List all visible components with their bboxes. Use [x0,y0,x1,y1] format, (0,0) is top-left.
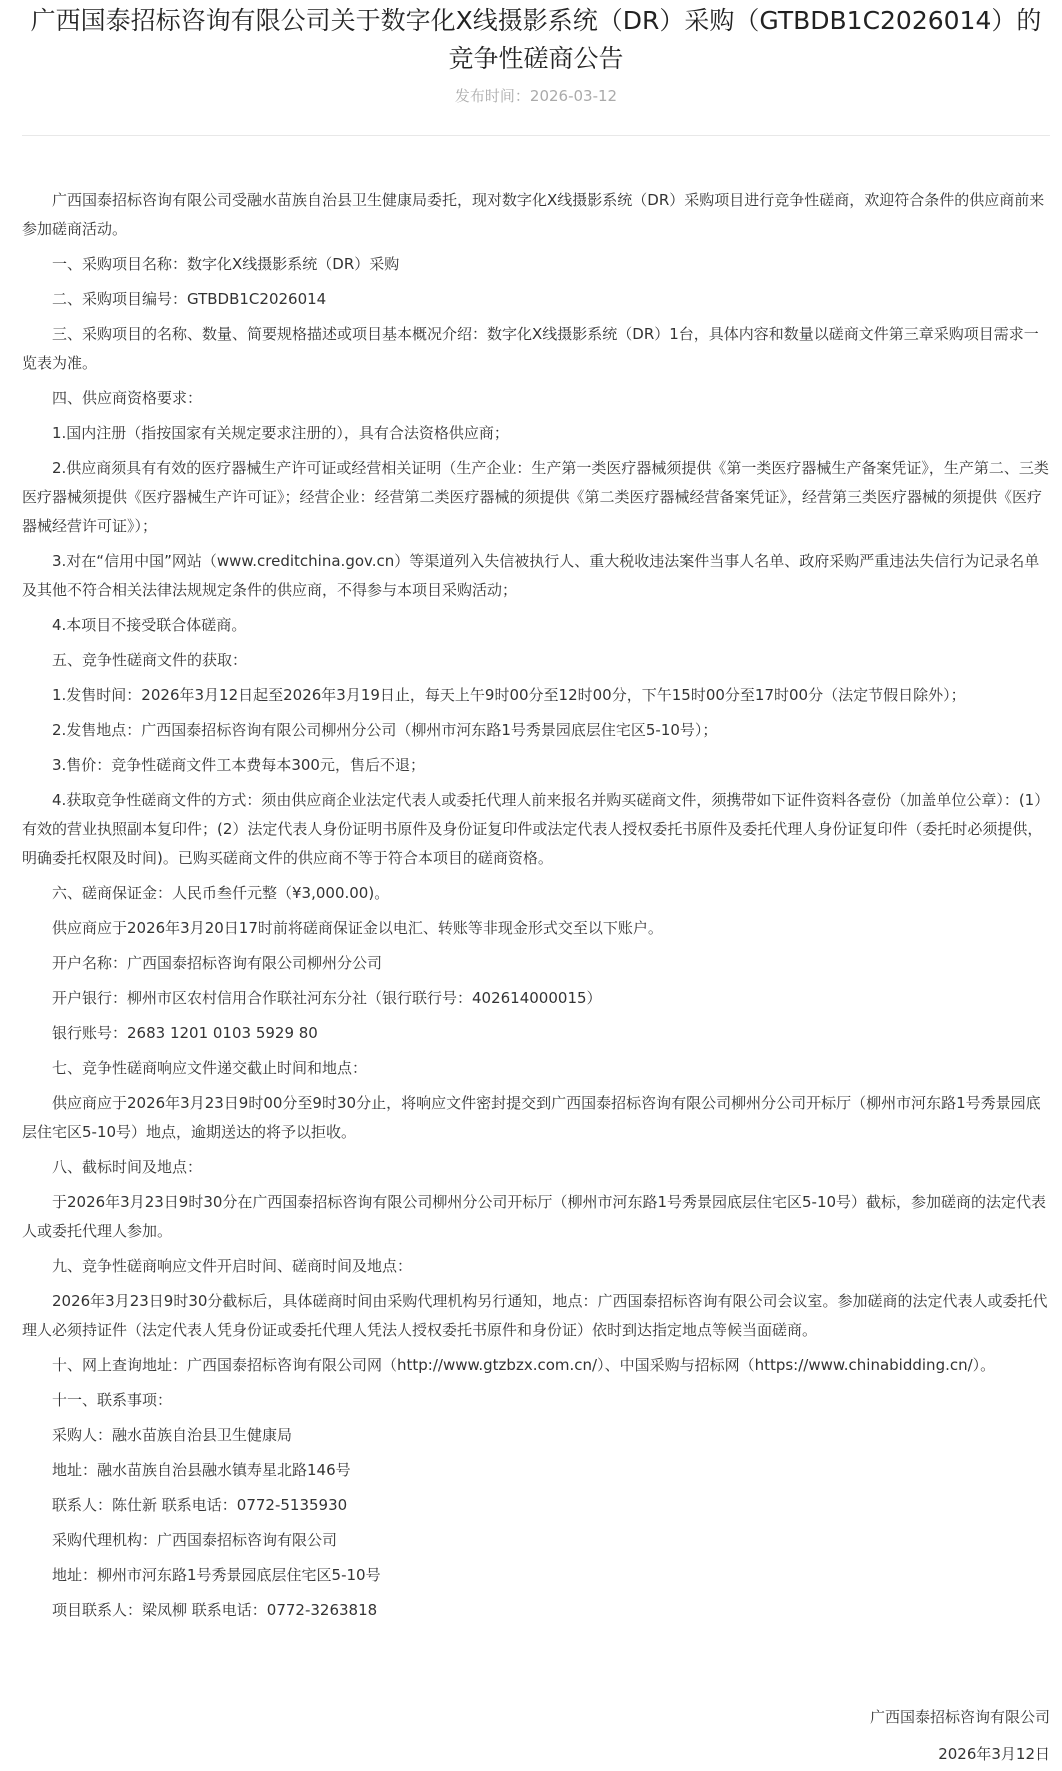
body-paragraph: 七、竞争性磋商响应文件递交截止时间和地点： [52,1059,368,1077]
body-paragraph: 供应商应于2026年3月23日9时00分至9时30分止，将响应文件密封提交到广西国泰招标咨询有限公司柳州分公司开标厅（柳州市河东路1号秀景园底层住宅区5-10号）地点，逾期送达的将予以拒收。 [22,1094,1041,1141]
body-paragraph: 六、磋商保证金：人民币叁仟元整（¥3,000.00)。 [52,884,390,902]
publish-time: 发布时间：2026-03-12 [454,87,618,105]
body-paragraph: 采购代理机构：广西国泰招标咨询有限公司 [52,1531,338,1549]
body-paragraph: 2.发售地点：广西国泰招标咨询有限公司柳州分公司（柳州市河东路1号秀景园底层住宅区5-10号）； [52,721,718,739]
signature-date: 2026年3月12日 [938,1745,1050,1763]
announcement-page [22,0,1050,1771]
body-paragraph: 五、竞争性磋商文件的获取： [52,651,248,669]
body-paragraph: 于2026年3月23日9时30分在广西国泰招标咨询有限公司柳州分公司开标厅（柳州市河东路1号秀景园底层住宅区5-10号）截标，参加磋商的法定代表人或委托代理人参加。 [22,1193,1047,1240]
body-paragraph: 十、网上查询地址：广西国泰招标咨询有限公司网（http://www.gtzbzx.com.cn/）、中国采购与招标网（https://www.chinabidding.cn/）。 [52,1356,996,1374]
body-paragraph: 1.国内注册（指按国家有关规定要求注册的），具有合法资格供应商； [52,424,509,442]
body-paragraph: 银行账号：2683 1201 0103 5929 80 [52,1024,318,1042]
body-paragraph: 九、竞争性磋商响应文件开启时间、磋商时间及地点： [52,1257,413,1275]
body-paragraph: 二、采购项目编号：GTBDB1C2026014 [52,290,327,308]
body-paragraph: 联系人：陈仕新 联系电话：0772-5135930 [52,1496,348,1514]
body-paragraph: 4.获取竞争性磋商文件的方式：须由供应商企业法定代表人或委托代理人前来报名并购买磋商文件，须携带如下证件资料各壹份（加盖单位公章）：(1）有效的营业执照副本复印件；(2）法定代表人身份证明书原件及身份证复印件或法定代表人授权委托书原件及委托代理人身份证复印件（委托时必须提供，明确委托权限及时间)。已购买磋商文件的供应商不等于符合本项目的磋商资格。 [22,791,1050,867]
body-paragraph: 4.本项目不接受联合体磋商。 [52,616,247,634]
body-paragraph: 四、供应商资格要求： [52,389,203,407]
body-paragraph: 采购人：融水苗族自治县卫生健康局 [52,1426,293,1444]
body-paragraph: 供应商应于2026年3月20日17时前将磋商保证金以电汇、转账等非现金形式交至以下账户。 [52,919,663,937]
body-paragraph: 地址：柳州市河东路1号秀景园底层住宅区5-10号 [52,1566,381,1584]
body-paragraph: 2026年3月23日9时30分截标后，具体磋商时间由采购代理机构另行通知，地点：广西国泰招标咨询有限公司会议室。参加磋商的法定代表人或委托代理人必须持证件（法定代表人凭身份证或委托代理人凭法人授权委托书原件和身份证）依时到达指定地点等候当面磋商。 [22,1292,1048,1339]
body-paragraph: 1.发售时间：2026年3月12日起至2026年3月19日止，每天上午9时00分至12时00分，下午15时00分至17时00分（法定节假日除外）； [52,686,966,704]
body-paragraph: 广西国泰招标咨询有限公司受融水苗族自治县卫生健康局委托，现对数字化X线摄影系统（DR）采购项目进行竞争性磋商，欢迎符合条件的供应商前来参加磋商活动。 [22,191,1045,238]
header-divider [22,135,1050,136]
announcement-body [22,186,1050,1631]
signature-organization: 广西国泰招标咨询有限公司 [869,1708,1050,1726]
body-paragraph: 一、采购项目名称：数字化X线摄影系统（DR）采购 [52,255,400,273]
body-paragraph: 2.供应商须具有有效的医疗器械生产许可证或经营相关证明（生产企业：生产第一类医疗器械须提供《第一类医疗器械生产备案凭证》，生产第二、三类医疗器械须提供《医疗器械生产许可证》；经营企业：经营第二类医疗器械的须提供《第二类医疗器械经营备案凭证》，经营第三类医疗器械的须提供《医疗器械经营许可证》）； [22,459,1049,535]
body-paragraph: 十一、联系事项： [52,1391,173,1409]
body-paragraph: 三、采购项目的名称、数量、简要规格描述或项目基本概况介绍：数字化X线摄影系统（DR）1台，具体内容和数量以磋商文件第三章采购项目需求一览表为准。 [22,325,1039,372]
body-paragraph: 项目联系人：梁凤柳 联系电话：0772-3263818 [52,1601,378,1619]
body-paragraph: 开户银行：柳州市区农村信用合作联社河东分社（银行联行号：402614000015） [52,989,602,1007]
announcement-title: 广西国泰招标咨询有限公司关于数字化X线摄影系统（DR）采购（GTBDB1C2026014）的竞争性磋商公告 [30,6,1042,73]
body-paragraph: 开户名称：广西国泰招标咨询有限公司柳州分公司 [52,954,383,972]
body-paragraph: 地址：融水苗族自治县融水镇寿星北路146号 [52,1461,351,1479]
body-paragraph: 八、截标时间及地点： [52,1158,203,1176]
body-paragraph: 3.售价：竞争性磋商文件工本费每本300元，售后不退； [52,756,425,774]
body-paragraph: 3.对在“信用中国”网站（www.creditchina.gov.cn）等渠道列入失信被执行人、重大税收违法案件当事人名单、政府采购严重违法失信行为记录名单及其他不符合相关法律法规规定条件的供应商，不得参与本项目采购活动； [22,552,1040,599]
